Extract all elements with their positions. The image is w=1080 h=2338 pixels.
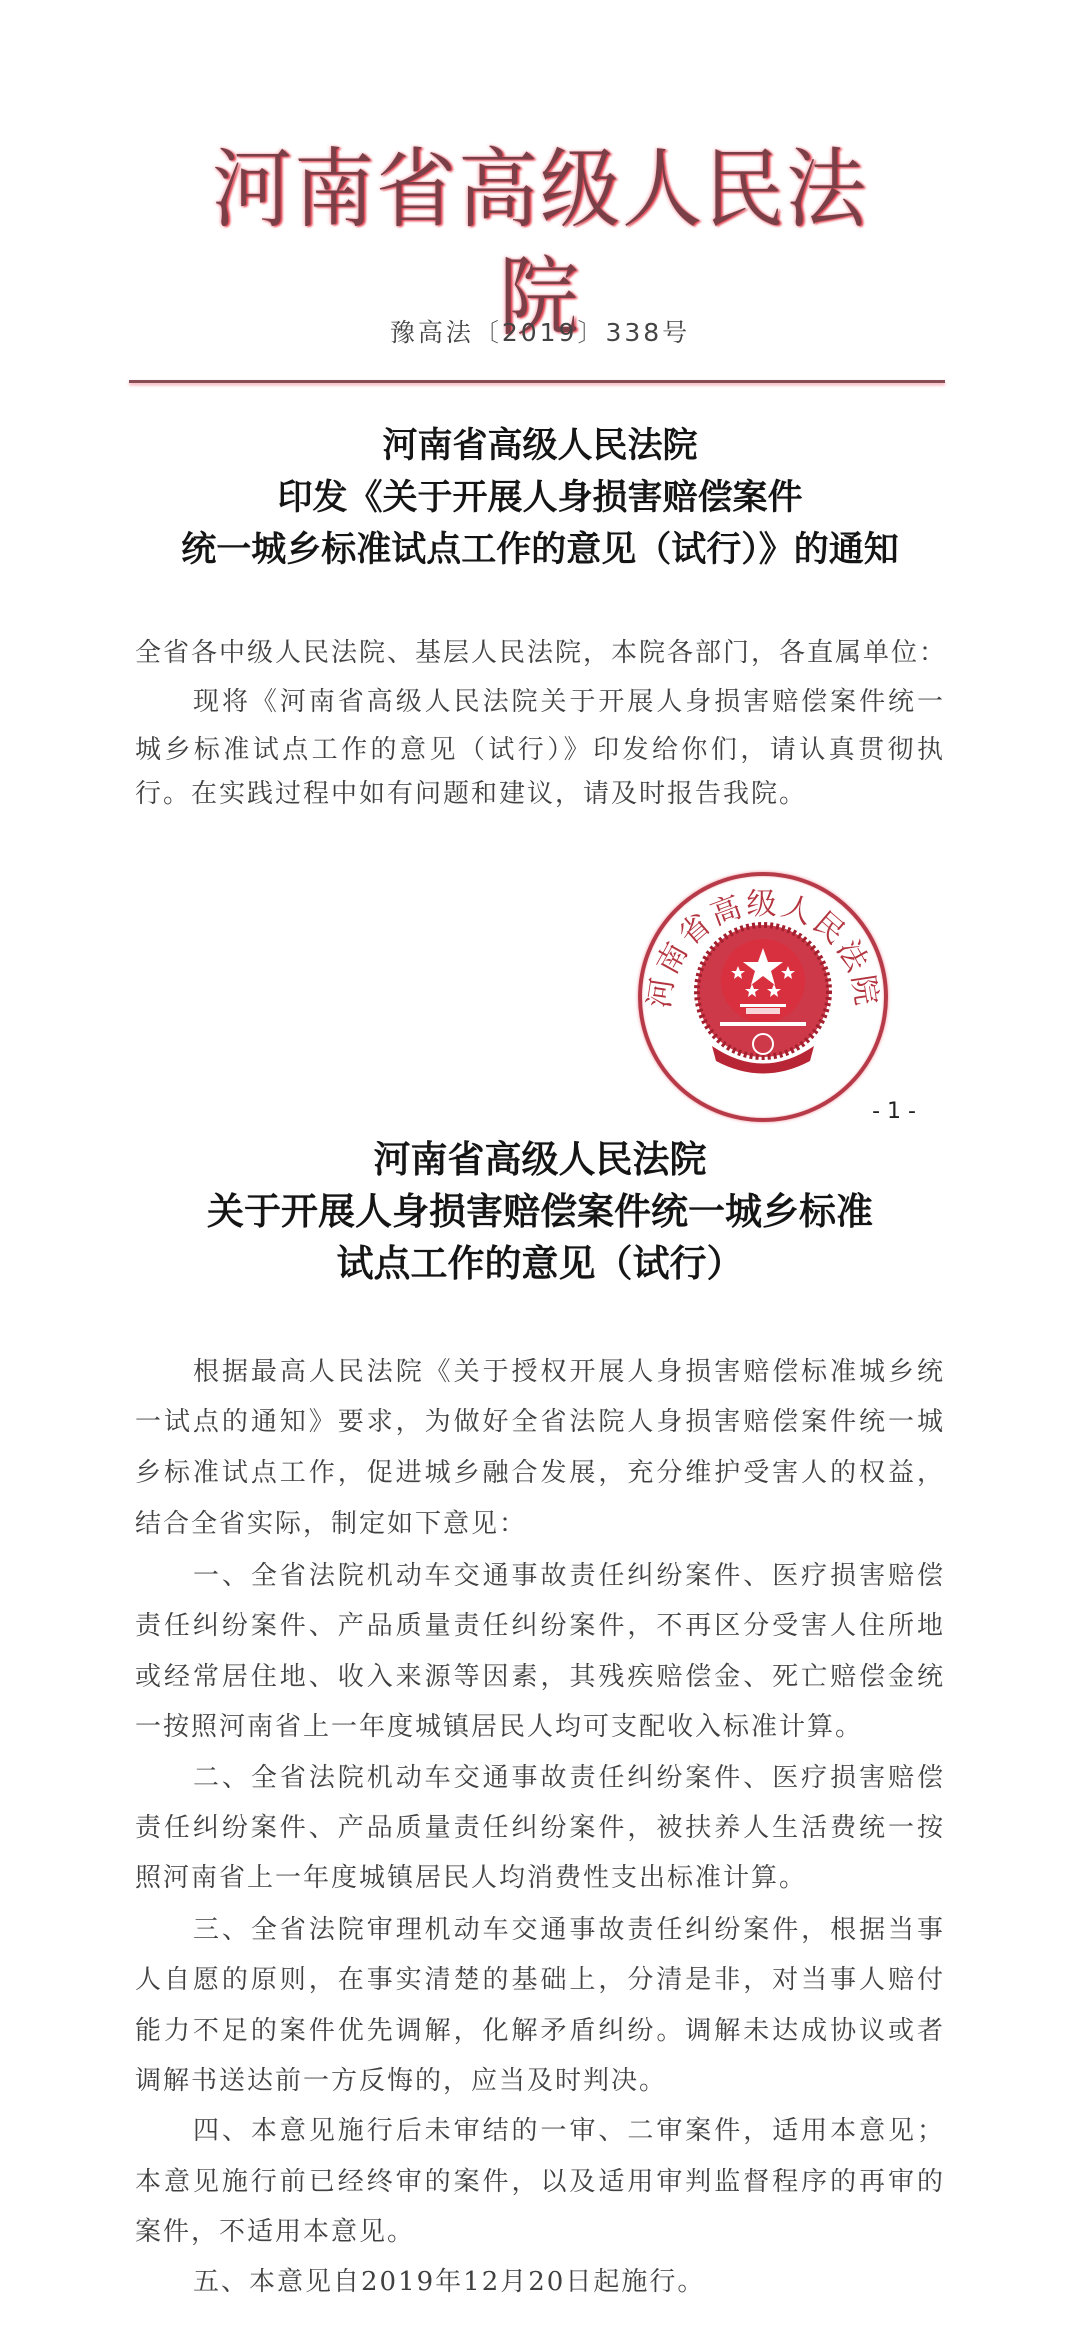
opinion-title-line: 试点工作的意见（试行） (336, 1242, 744, 1285)
opinion-title-line: 关于开展人身损害赔偿案件统一城乡标准 (207, 1190, 873, 1233)
red-divider-rule (129, 380, 945, 383)
notice-paragraph-line: 行。在实践过程中如有问题和建议，请及时报告我院。 (135, 779, 808, 809)
notice-paragraph-line: 城乡标准试点工作的意见（试行）》印发给你们，请认真贯彻执 (135, 735, 945, 765)
official-seal (638, 872, 888, 1122)
notice-addressee: 全省各中级人民法院、基层人民法院，本院各部门，各直属单位： (135, 638, 948, 668)
document-number: 豫高法〔2019〕338号 (389, 318, 691, 347)
opinion-clause-3: 三、全省法院审理机动车交通事故责任纠纷案件，根据当事 (193, 1915, 945, 1945)
opinion-paragraph-line: 一按照河南省上一年度城镇居民人均可支配收入标准计算。 (135, 1712, 864, 1742)
opinion-clause-4: 四、本意见施行后未审结的一审、二审案件，适用本意见； (193, 2116, 945, 2146)
notice-title-line: 印发《关于开展人身损害赔偿案件 (277, 478, 803, 518)
opinion-paragraph-line: 或经常居住地、收入来源等因素，其残疾赔偿金、死亡赔偿金统 (135, 1662, 945, 1692)
opinion-paragraph-line: 一试点的通知》要求，为做好全省法院人身损害赔偿案件统一城 (135, 1407, 945, 1437)
opinion-paragraph-line: 照河南省上一年度城镇居民人均消费性支出标准计算。 (135, 1863, 808, 1893)
opinion-paragraph-line: 本意见施行前已经终审的案件，以及适用审判监督程序的再审的 (135, 2167, 945, 2197)
opinion-paragraph-line: 责任纠纷案件、产品质量责任纠纷案件，被扶养人生活费统一按 (135, 1813, 945, 1843)
notice-title-line: 河南省高级人民法院 (382, 426, 698, 466)
national-emblem-icon (642, 876, 884, 1118)
opinion-paragraph-line: 结合全省实际，制定如下意见： (135, 1509, 528, 1539)
opinion-clause-1: 一、全省法院机动车交通事故责任纠纷案件、医疗损害赔偿 (193, 1561, 945, 1591)
svg-text:河南省高级人民法院: 河南省高级人民法院 (642, 886, 884, 1011)
opinion-paragraph-line: 乡标准试点工作，促进城乡融合发展，充分维护受害人的权益， (135, 1458, 945, 1488)
opinion-paragraph-line: 调解书送达前一方反悔的，应当及时判决。 (135, 2066, 668, 2096)
notice-paragraph-line: 现将《河南省高级人民法院关于开展人身损害赔偿案件统一 (193, 687, 945, 717)
opinion-paragraph-line: 责任纠纷案件、产品质量责任纠纷案件，不再区分受害人住所地 (135, 1611, 945, 1641)
opinion-paragraph-line: 根据最高人民法院《关于授权开展人身损害赔偿标准城乡统 (193, 1357, 945, 1387)
notice-title (120, 420, 960, 576)
page-number: - 1 - (872, 1099, 916, 1124)
opinion-clause-2: 二、全省法院机动车交通事故责任纠纷案件、医疗损害赔偿 (193, 1763, 945, 1793)
notice-title-line: 统一城乡标准试点工作的意见（试行）》的通知 (181, 530, 899, 570)
opinion-paragraph-line: 案件，不适用本意见。 (135, 2217, 416, 2247)
opinion-paragraph-line: 能力不足的案件优先调解，化解矛盾纠纷。调解未达成协议或者 (135, 2016, 945, 2046)
opinion-clause-5: 五、本意见自2019年12月20日起施行。 (193, 2267, 706, 2297)
opinion-title-line: 河南省高级人民法院 (373, 1138, 707, 1181)
court-masthead: 河南省高级人民法院 (212, 139, 868, 348)
opinion-paragraph-line: 人自愿的原则，在事实清楚的基础上，分清是非，对当事人赔付 (135, 1965, 945, 1995)
opinion-title (120, 1134, 960, 1290)
